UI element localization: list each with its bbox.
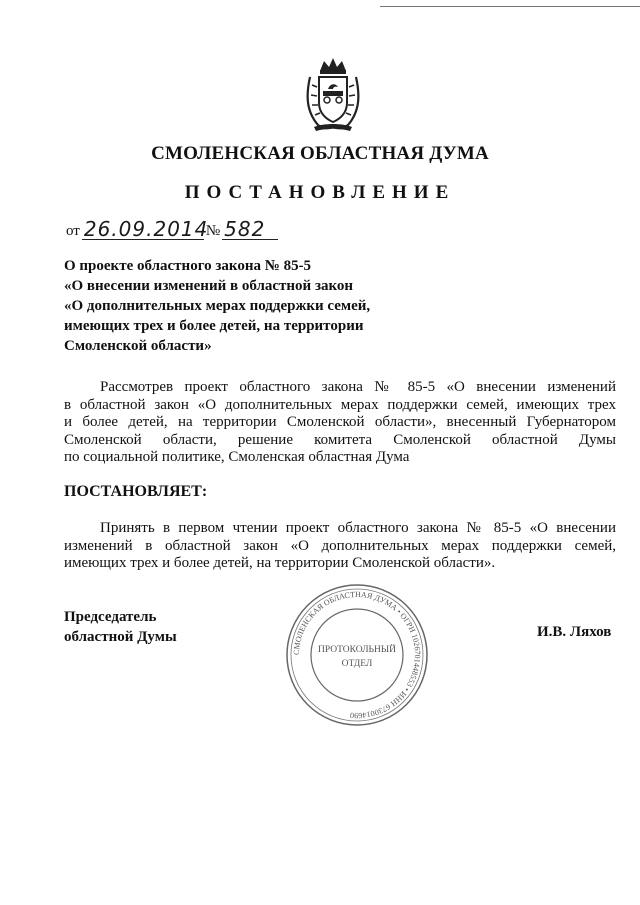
preamble-paragraph: [64, 379, 616, 467]
stamp-center-line2: ОТДЕЛ: [341, 659, 373, 669]
from-label: от: [66, 223, 80, 239]
resolves-heading: ПОСТАНОВЛЯЕТ:: [64, 483, 208, 500]
decision-line: имеющих трех и более детей, на территории Смоленской области».: [64, 555, 496, 571]
subject-block: [64, 256, 424, 356]
subject-line: О проекте областного закона № 85-5: [64, 258, 312, 274]
decision-paragraph: [64, 520, 616, 573]
preamble-line: по социальной политике, Смоленская областная Дума: [64, 449, 410, 465]
coat-of-arms-icon: [300, 55, 366, 133]
document-type-title: ПОСТАНОВЛЕНИЕ: [184, 182, 456, 203]
decision-line: Принять в первом чтении проект областного закона № 85-5 «О внесении: [100, 520, 616, 536]
handwritten-date: 26.09.2014: [83, 217, 209, 241]
subject-line: «О внесении изменений в областной закон: [64, 278, 354, 294]
subject-line: Смоленской области»: [64, 338, 212, 354]
scan-edge-line: [380, 6, 640, 7]
subject-line: имеющих трех и более детей, на территории: [64, 318, 364, 334]
preamble-line: Рассмотрев проект областного закона № 85-5 «О внесении изменений: [100, 379, 616, 395]
signatory-title: [64, 607, 177, 647]
stamp-ring-textpath: СМОЛЕНСКАЯ ОБЛАСТНАЯ ДУМА • ОГРН 1026701448553 • ИНН 6730014690: [291, 589, 423, 721]
handwritten-number: 582: [222, 219, 278, 240]
official-stamp: [282, 580, 432, 730]
subject-line: «О дополнительных мерах поддержки семей,: [64, 298, 371, 314]
date-number-line: [64, 219, 278, 240]
number-label: №: [205, 223, 221, 239]
signatory-title-line2: областной Думы: [64, 629, 177, 645]
stamp-center-line1: ПРОТОКОЛЬНЫЙ: [317, 645, 397, 655]
preamble-line: и более детей, на территории Смоленской области», внесенный Губернатором: [64, 414, 616, 430]
signatory-title-line1: Председатель: [64, 609, 157, 625]
organization-title: СМОЛЕНСКАЯ ОБЛАСТНАЯ ДУМА: [151, 143, 489, 164]
preamble-line: в областной закон «О дополнительных мерах поддержки семей, имеющих трех: [64, 396, 616, 413]
preamble-line: Смоленской области, решение комитета Смоленской областной Думы: [64, 431, 616, 448]
decision-line: изменений в областной закон «О дополнительных мерах поддержки семей,: [64, 537, 616, 554]
signatory-name: И.В. Ляхов: [537, 624, 612, 640]
